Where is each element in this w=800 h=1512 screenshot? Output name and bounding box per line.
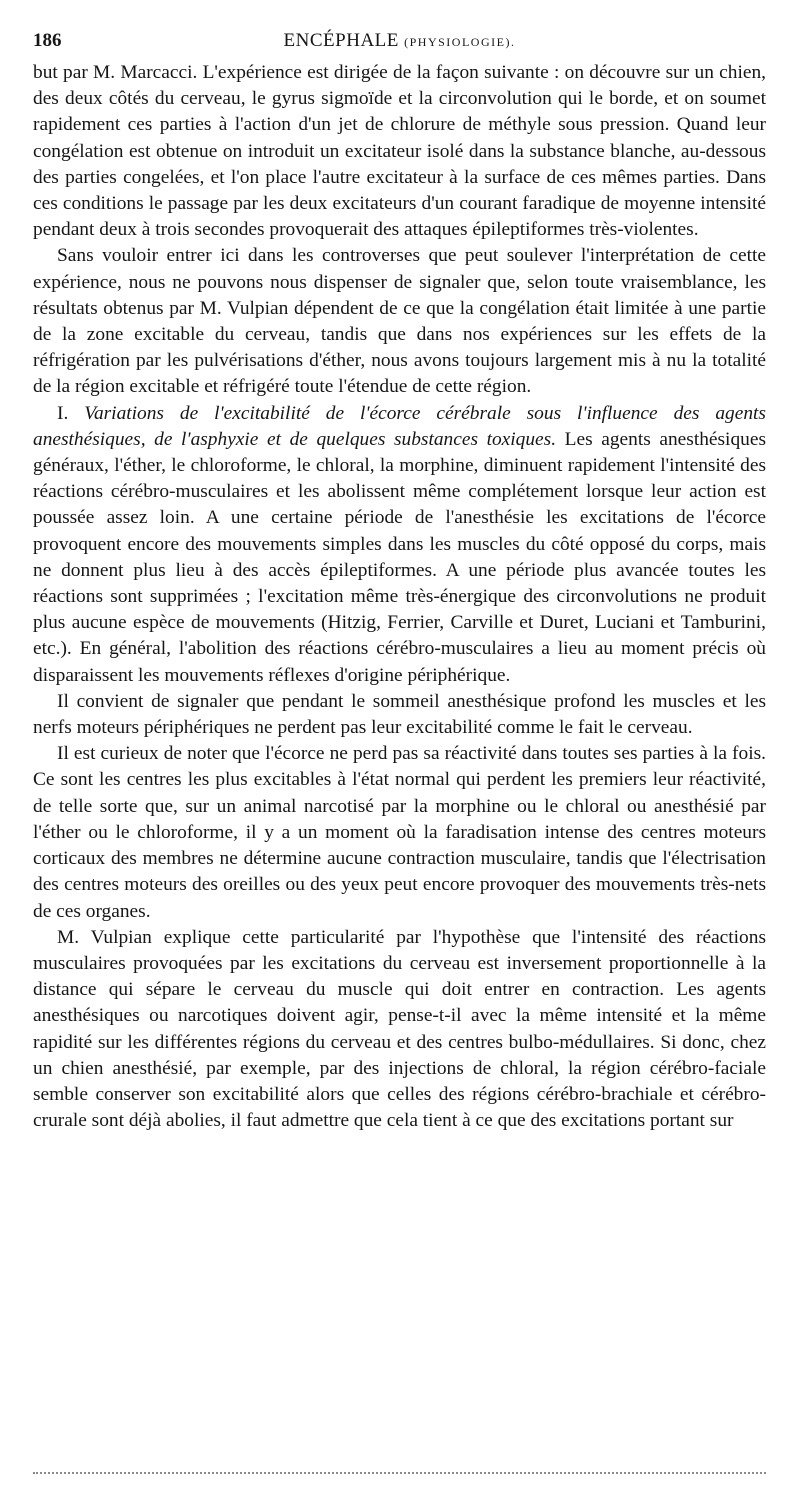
paragraph: Sans vouloir entrer ici dans les controverses que peut soulever l'interprétation de cette expérience, nous ne pouvons nous dispenser de signaler que, selon toute vraisemblance, les résultats obtenus par M. Vulpian dépendent de ce que la congélation était limitée à une partie de la zone excitable du cerveau, tandis que dans nos expériences sur les effets de la réfrigération par les pulvérisations d'éther, nous avons toujours largement mis à nu la totalité de la région excitable et réfrigéré toute l'étendue de cette région.	[33, 245, 766, 398]
page-number: 186	[33, 30, 62, 51]
running-title	[33, 30, 766, 52]
paragraph: but par M. Marcacci. L'expérience est dirigée de la façon suivante : on découvre sur un chien, des deux côtés du cerveau, le gyrus sigmoïde et la circonvolution qui le borde, et on soumet rapidement ces parties à l'action d'un jet de chlorure de méthyle sous pression. Quand leur congélation est obtenue on introduit un excitateur isolé dans la substance blanche, au-dessous des parties congelées, et l'on place l'autre excitateur à la surface de ces mêmes parties. Dans ces conditions le passage par les deux excitateurs d'un courant faradique de moyenne intensité pendant deux à trois secondes provoquerait des attaques épileptiformes très-violentes.	[33, 62, 766, 241]
section-label: I.	[57, 402, 69, 424]
section-title: Variations de l'excitabilité de l'écorce cérébrale sous l'influence des agents anesthésiques, de l'asphyxie et de quelques substances toxiques.	[33, 402, 766, 450]
section-text: Les agents anesthésiques généraux, l'éther, le chloroforme, le chloral, la morphine, diminuent rapidement l'intensité des réactions cérébro-musculaires et les abolissent même complétement lorsque leur action est poussée assez loin. A une certaine période de l'anesthésie les excitations de l'écorce provoquent encore des mouvements simples dans les muscles du côté opposé du corps, mais ne donnent plus lieu à des accès épileptiformes. A une période plus avancée toutes les réactions sont supprimées ; l'excitation même très-énergique des circonvolutions ne produit plus aucune espèce de mouvements (Hitzig, Ferrier, Carville et Duret, Luciani et Tamburini, etc.). En général, l'abolition des réactions cérébro-musculaires a lieu au moment précis où disparaissent les mouvements réflexes d'origine périphérique.	[33, 428, 766, 686]
paragraph: Il convient de signaler que pendant le sommeil anesthésique profond les muscles et les nerfs moteurs périphériques ne perdent pas leur excitabilité comme le fait le cerveau.	[33, 690, 766, 739]
book-page	[33, 22, 766, 1492]
running-title-main: ENCÉPHALE	[283, 30, 399, 51]
section-paragraph	[33, 401, 766, 689]
running-title-sub: (PHYSIOLOGIE).	[404, 35, 516, 49]
paragraph: Il est curieux de noter que l'écorce ne perd pas sa réactivité dans toutes ses parties à la fois. Ce sont les centres les plus excitables à l'état normal qui perdent les premiers leur réactivité, de telle sorte que, sur un animal narcotisé par la morphine ou le chloral ou anesthésié par l'éther ou le chloroforme, il y a un moment où la faradisation intense des centres moteurs corticaux des membres ne détermine aucune contraction musculaire, tandis que l'électrisation des centres moteurs des oreilles ou des yeux peut encore provoquer des mouvements très-nets de ces organes.	[33, 743, 766, 922]
paragraph: M. Vulpian explique cette particularité par l'hypothèse que l'intensité des réactions musculaires provoquées par les excitations du cerveau est inversement proportionnelle à la distance qui sépare le cerveau du muscle qui doit entrer en contraction. Les agents anesthésiques ou narcotiques doivent agir, pense-t-il avec la même intensité et la même rapidité sur les différentes régions du cerveau et des centres bulbo-médullaires. Si donc, chez un chien anesthésié, par exemple, par des injections de chloral, la région cérébro-faciale semble conserver son excitabilité alors que celles des régions cérébro-brachiale et cérébro-crurale sont déjà abolies, il faut admettre que cela tient à ce que des excitations portant sur	[33, 926, 766, 1132]
page-header	[33, 22, 766, 52]
footer-rule	[33, 1472, 766, 1474]
body-text	[33, 60, 766, 1134]
